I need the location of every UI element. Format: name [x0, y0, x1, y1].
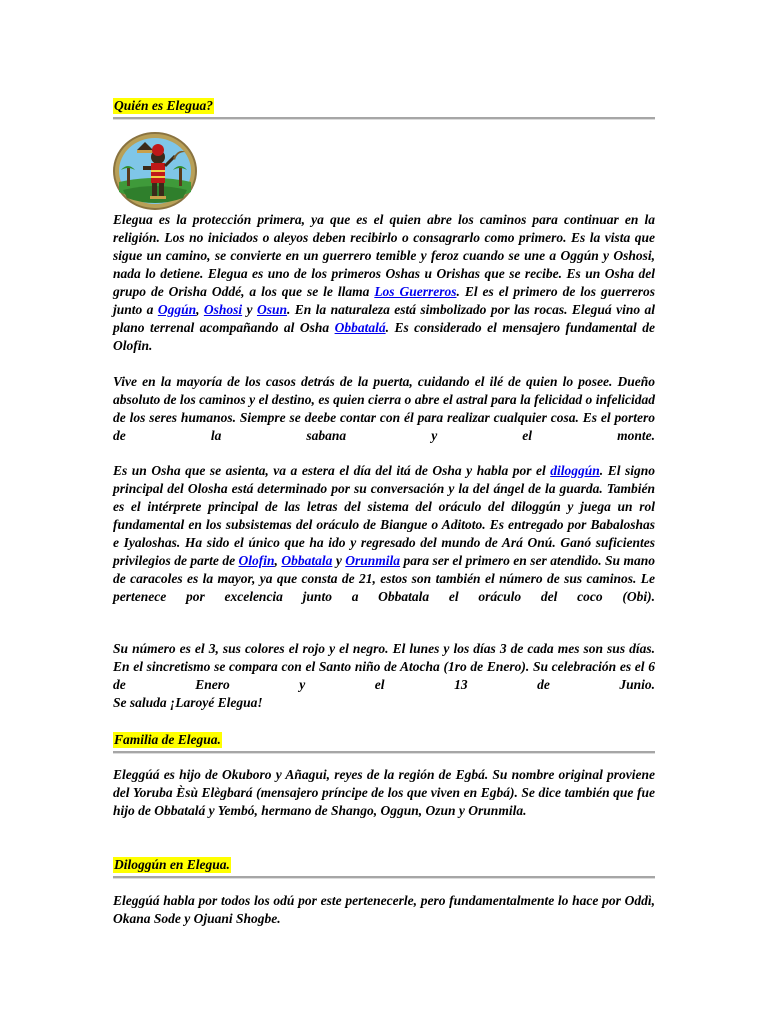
- section-title-familia: Familia de Elegua.: [114, 732, 221, 747]
- paragraph-text: ,: [274, 553, 282, 568]
- paragraph-proteccion: [113, 211, 655, 355]
- link-oggun[interactable]: Oggún: [157, 302, 197, 317]
- section-heading-wrap: [113, 856, 655, 879]
- paragraph-numero: [113, 640, 655, 712]
- paragraph-diloggun: Eleggúá habla por todos los odú por este pertenecerle, pero fundamentalmente lo hace por Oddì, Okana Sode y Ojuani Shogbe.: [113, 893, 655, 926]
- paragraph-text: y: [242, 302, 257, 317]
- paragraph-vive: Vive en la mayoría de los casos detrás de la puerta, cuidando el ilé de quien lo posee. Dueño absoluto de los caminos y el destino, es quien cierra o abre el astral para la felicidad o infelicidad de los seres humanos. Siempre se deebe contar con él para realizar cualquier cosa. Es el portero de la sabana y el monte.: [113, 374, 655, 443]
- paragraph-text: . El signo principal del Olosha está determinado por su conversación y la del ángel de la guarda. También es el intérprete principal de las letras del sistema del oráculo del diloggún y juega un rol fundamental en los subsistemas del oráculo de Biangue o Aditoto. Es entregado por Babaloshas e Iyaloshas. Ha sido el único que ha ido y regresado del mundo de Ará Onú. Ganó suficientes privilegios de parte de: [113, 463, 655, 568]
- section-heading-wrap: [113, 731, 655, 754]
- link-obbatala-2[interactable]: Obbatala: [281, 553, 333, 568]
- link-obbatala[interactable]: Obbatalá: [334, 320, 386, 335]
- paragraph-text: para ser el primero en ser atendido. Su mano de caracoles es la mayor, ya que consta de 21, estos son también el número de sus caminos. Le pertenece por excelencia junto a Obbatala el oráculo del coco (Obi).: [113, 553, 655, 604]
- elegua-figure-icon: [113, 130, 197, 212]
- heading-divider: [113, 117, 655, 120]
- section-heading-wrap: [113, 97, 655, 120]
- section-title-diloggun: Diloggún en Elegua.: [114, 857, 230, 872]
- paragraph-saludo: Se saluda ¡Laroyé Elegua!: [113, 695, 263, 710]
- paragraph-text: Es un Osha que se asienta, va a estera el día del itá de Osha y habla por el: [113, 463, 551, 478]
- paragraph-text: . El es el primero de los guerreros junto a: [113, 284, 655, 317]
- paragraph-numero-body: Su número es el 3, sus colores el rojo y el negro. El lunes y los días 3 de cada mes son sus días. En el sincretismo se compara con el Santo niño de Atocha (1ro de Enero). Su celebración es el 6 de Enero y el 13 de Junio.: [113, 641, 655, 692]
- heading-divider: [113, 751, 655, 754]
- paragraph-familia: Eleggúá es hijo de Okuboro y Añagui, reyes de la región de Egbá. Su nombre original proviene del Yoruba Èsù Elègbará (mensajero príncipe de los que viven en Egbá). Se dice también que fue hijo de Obbatalá y Yembó, hermano de Shango, Oggun, Ozun y Orunmila.: [113, 767, 655, 818]
- paragraph-text: y: [332, 553, 346, 568]
- paragraph-osha-asienta: [113, 462, 655, 606]
- link-olofin[interactable]: Olofin: [238, 553, 275, 568]
- section-title-quien-es-elegua: Quién es Elegua?: [114, 98, 214, 113]
- link-osun[interactable]: Osun: [256, 302, 287, 317]
- paragraph-text: . Es considerado el mensajero fundamental de Olofin.: [113, 320, 656, 353]
- link-oshosi[interactable]: Oshosi: [203, 302, 243, 317]
- elegua-image: [113, 130, 197, 212]
- paragraph-text: Elegua es la protección primera, ya que es el quien abre los caminos para continuar en la religión. Los no iniciados o aleyos deben recibirlo o consagrarlo como primero. Es la vista que sigue un camino, se convierte en un guerrero temible y feroz cuando se une a Oggún y Oshosi, nada lo detiene. Elegua es uno de los primeros Oshas u Orishas que se recibe. Es un Osha del grupo de Orisha Oddé, a los que se le llama: [113, 212, 655, 299]
- paragraph-text: . En la naturaleza está simbolizado por las rocas. Eleguá vino al plano terrenal acompañando al Osha: [113, 302, 655, 335]
- heading-divider: [113, 876, 655, 879]
- link-diloggun[interactable]: diloggún: [550, 463, 600, 478]
- paragraph-text: ,: [196, 302, 204, 317]
- link-orunmila[interactable]: Orunmila: [345, 553, 401, 568]
- link-los-guerreros[interactable]: Los Guerreros: [374, 284, 457, 299]
